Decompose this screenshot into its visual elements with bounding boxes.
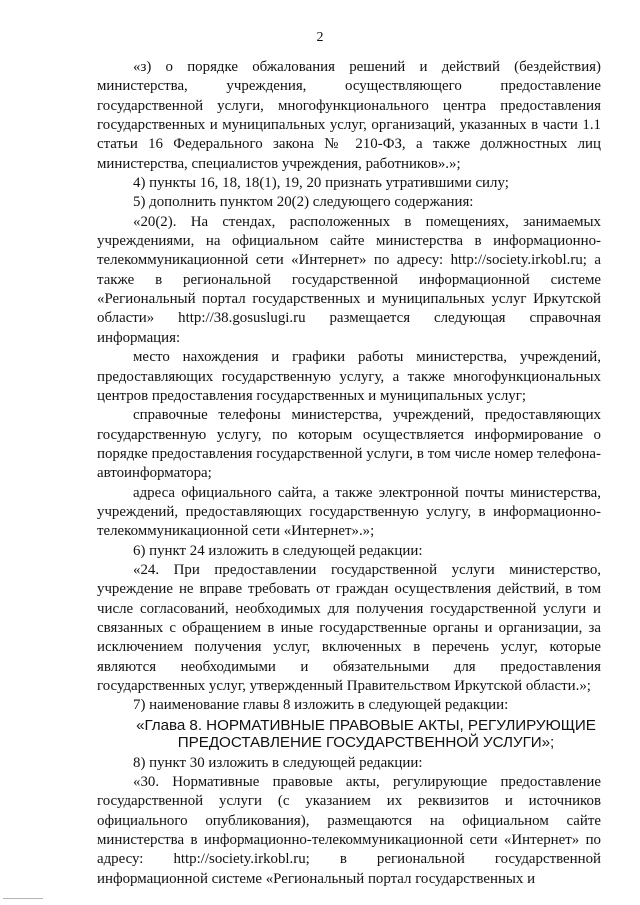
chapter-8-heading: «Глава 8. НОРМАТИВНЫЕ ПРАВОВЫЕ АКТЫ, РЕГУЛИРУЮЩИЕ ПРЕДОСТАВЛЕНИЕ ГОСУДАРСТВЕННОЙ УСЛУГИ»; [136, 716, 596, 752]
paragraph-reference-phones: справочные телефоны министерства, учреждений, предоставляющих государственную услугу, по которым осуществляется информирование о порядке предоставления государственной услуги, в том числе номер телефона-автоинформатора; [97, 407, 601, 482]
page-number: 2 [316, 30, 324, 45]
paragraph-item-7: 7) наименование главы 8 изложить в следующей редакции: [133, 697, 509, 714]
paragraph-clause-30: «30. Нормативные правовые акты, регулирующие предоставление государственной услуги (с указанием их реквизитов и источников официального опубликования), размещаются на официальном сайте министерства в информационно-телекоммуникационной сети «Интернет» по адресу: http://society.irkobl.ru; в региональной государственной информационной системе «Региональный портал государственных и [97, 774, 601, 887]
document-body [97, 58, 601, 889]
paragraph-item-5: 5) дополнить пунктом 20(2) следующего содержания: [133, 194, 474, 211]
paragraph-location-schedule: место нахождения и графики работы министерства, учреждений, предоставляющих государственную услугу, а также многофункциональных центров предоставления государственных и муниципальных услуг; [97, 349, 601, 404]
paragraph-clause-20-2: «20(2). На стендах, расположенных в помещениях, занимаемых учреждениями, на официальном сайте министерства в информационно-телекоммуникационной сети «Интернет» по адресу: http://society.irkobl.ru; а также в региональной государственной информационной системе «Региональный портал государственных и муниципальных услуг Иркутской области» http://38.gosuslugi.ru размещается следующая справочная информация: [97, 213, 601, 346]
paragraph-website-email: адреса официального сайта, а также электронной почты министерства, учреждений, предоставляющих государственную услугу, в информационно-телекоммуникационной сети «Интернет».»; [97, 484, 601, 540]
paragraph-appeal-procedure: «з) о порядке обжалования решений и действий (бездействия) министерства, учреждения, осуществляющего предоставление государственной услуги, многофункционального центра предоставления государственных и муниципальных услуг, организаций, указанных в части 1.1 статьи 16 Федерального закона № 210-ФЗ, а также должностных лиц министерства, специалистов учреждения, работников».»; [97, 59, 601, 172]
paragraph-clause-24: «24. При предоставлении государственной услуги министерство, учреждение не вправе требовать от граждан осуществления действий, в том числе согласований, необходимых для получения государственной услуги и связанных с обращением в иные государственные органы и организации, за исключением получения услуг, включенных в перечень услуг, которые являются необходимыми и обязательными для предоставления государственных услуг, утвержденный Правительством Иркутской области.»; [97, 561, 601, 694]
footer-mark [3, 898, 43, 899]
paragraph-item-6: 6) пункт 24 изложить в следующей редакции: [133, 542, 423, 559]
paragraph-item-4: 4) пункты 16, 18, 18(1), 19, 20 признать утратившими силу; [133, 175, 509, 192]
paragraph-item-8: 8) пункт 30 изложить в следующей редакции: [133, 754, 423, 771]
